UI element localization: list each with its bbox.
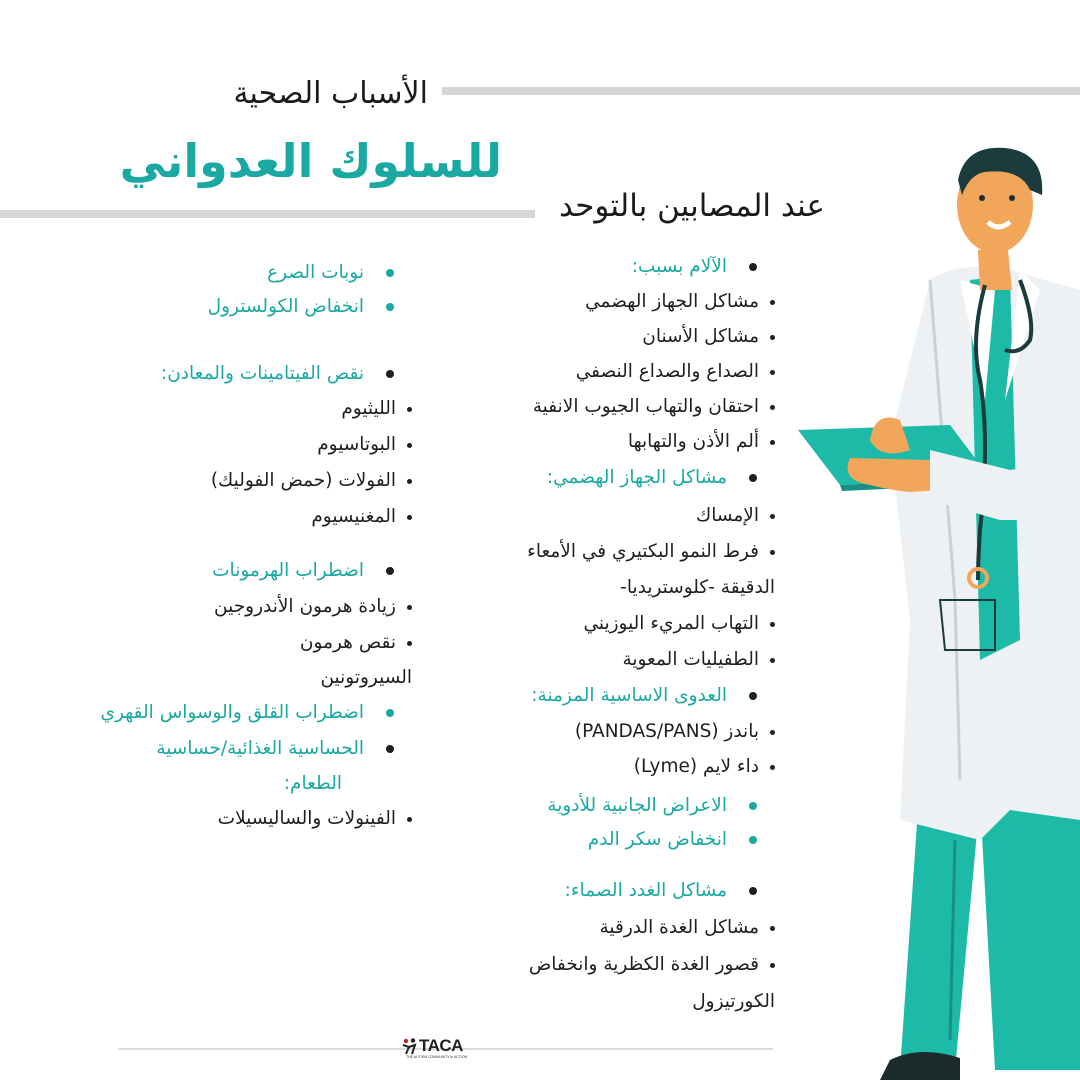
list-item: المغنيسيوم [72,499,412,535]
list-heading: اضطراب القلق والوسواس القهري [72,695,412,731]
list-item: مشاكل الأسنان [495,319,775,354]
list-item-continuation: الدقيقة -كلوستريديا- [620,577,775,598]
list-heading: نقص الفيتامينات والمعادن: [72,357,412,391]
middle-divider-bar [0,210,535,218]
left-column-list [72,256,412,837]
list-item: مشاكل الغدة الدرقية [495,910,775,946]
list-item: زيادة هرمون الأندروجين [72,589,412,625]
list-heading: الآلام بسبب: [495,250,775,284]
taca-figures-icon [402,1037,420,1055]
list-item: البوتاسيوم [72,427,412,463]
list-heading: الحساسية الغذائية/حساسية [72,731,412,767]
list-item: الفينولات والساليسيلات [72,801,412,837]
list-item: الإمساك [495,497,775,534]
list-heading: اضطراب الهرمونات [72,553,412,589]
list-item: الصداع والصداع النصفي [495,354,775,389]
title-line-3: عند المصابين بالتوحد [558,188,825,224]
list-heading: العدوى الاساسية المزمنة: [495,678,775,714]
list-item: فرط النمو البكتيري في الأمعاء [495,534,775,570]
list-item: قصور الغدة الكظرية وانخفاض [495,946,775,983]
list-heading: مشاكل الغدد الصماء: [495,872,775,910]
list-heading: مشاكل الجهاز الهضمي: [495,459,775,497]
right-column-list [495,250,775,1020]
list-item-continuation: الطعام: [283,773,342,794]
list-item: باندز (PANDAS/PANS) [495,714,775,749]
list-item: احتقان والتهاب الجيوب الانفية [495,389,775,424]
list-heading: انخفاض سكر الدم [495,823,775,857]
list-item: الليثيوم [72,391,412,427]
title-line-2: للسلوك العدواني [119,134,502,188]
top-divider-bar [442,87,1080,95]
list-heading: نوبات الصرع [72,256,412,290]
title-line-1: الأسباب الصحية [233,76,428,111]
list-item: التهاب المريء اليوزيني [495,606,775,642]
doctor-illustration [780,140,1080,1080]
taca-logo [402,1036,492,1062]
list-item: ألم الأذن والتهابها [495,424,775,459]
list-heading: الاعراض الجانبية للأدوية [495,789,775,823]
list-item-continuation: الكورتيزول [692,991,775,1012]
list-item: الفولات (حمض الفوليك) [72,463,412,499]
list-item: الطفيليات المعوية [495,642,775,678]
logo-wordmark: TACA [419,1036,463,1055]
list-heading: انخفاض الكولسترول [72,290,412,324]
logo-tagline: THE AUTISM COMMUNITY in ACTION [406,1055,468,1059]
list-item: مشاكل الجهاز الهضمي [495,284,775,319]
list-item: نقص هرمون [72,625,412,661]
list-item: داء لايم (Lyme) [495,749,775,785]
list-item-continuation: السيروتونين [320,667,412,688]
